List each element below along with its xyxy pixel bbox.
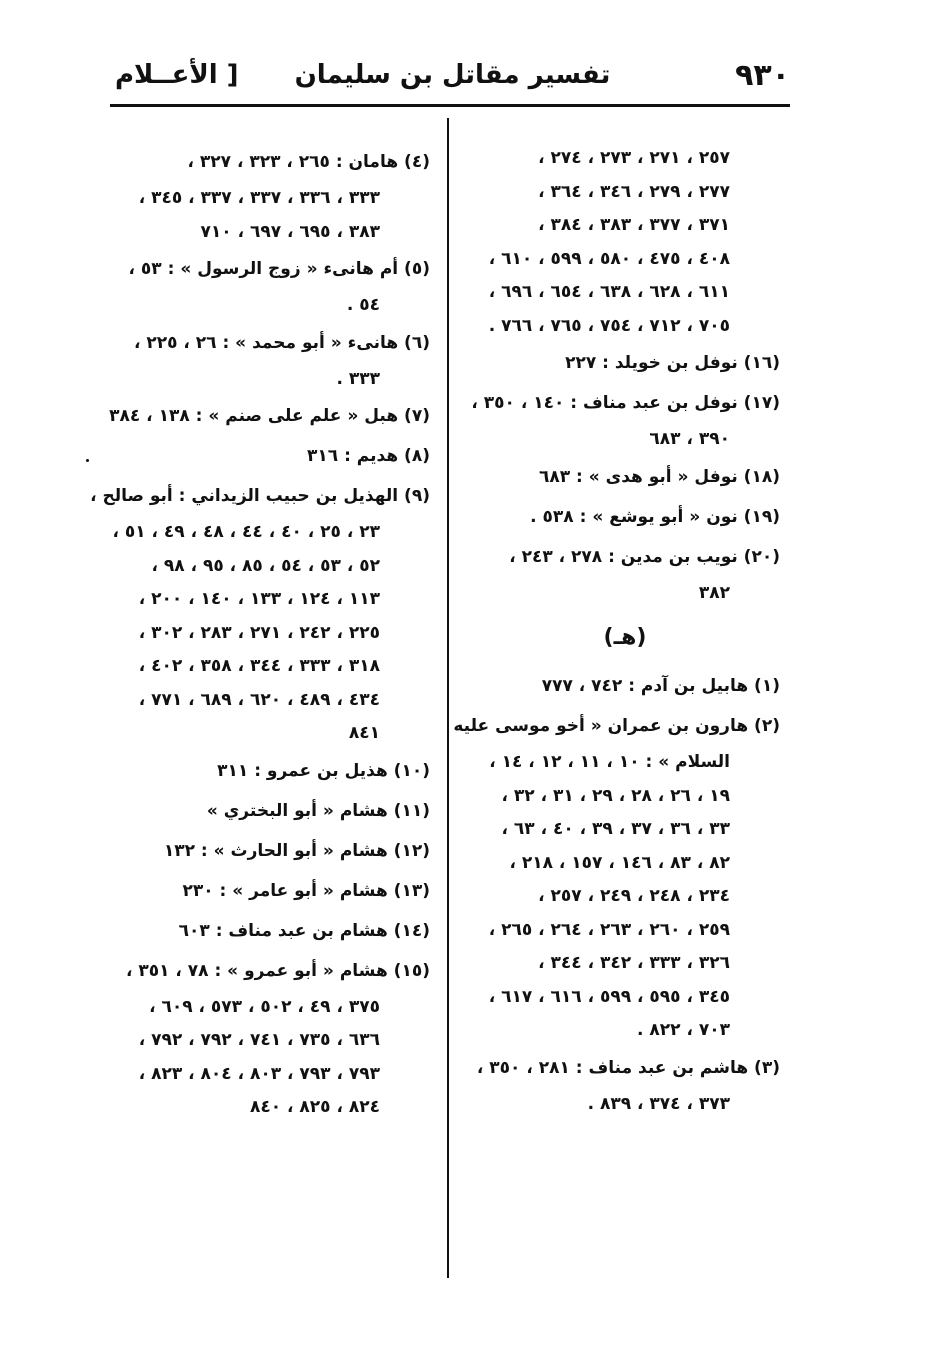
index-continuation-line: ٢٥٩ ، ٢٦٠ ، ٢٦٣ ، ٢٦٤ ، ٢٦٥ ، [488,919,730,940]
section-letter-heading: (هـ) [603,625,647,650]
index-continuation-line: ٧٠٣ ، ٨٢٢ . [637,1020,730,1040]
index-entry-line: (٦) هانىء « أبو محمد » : ٢٦ ، ٢٢٥ ، [133,332,430,353]
index-continuation-line: ٨٤١ [348,723,380,743]
index-continuation-line: ٣٧١ ، ٣٧٧ ، ٣٨٣ ، ٣٨٤ ، [538,215,730,235]
index-continuation-line: ١١٣ ، ١٢٤ ، ١٣٣ ، ١٤٠ ، ٢٠٠ ، [138,589,380,609]
index-entry-line: (١٠) هذيل بن عمرو : ٣١١ [217,760,430,781]
index-continuation-line: ٦١١ ، ٦٢٨ ، ٦٣٨ ، ٦٥٤ ، ٦٩٦ ، [488,282,730,302]
index-entry-line: (٢٠) نويب بن مدين : ٢٧٨ ، ٢٤٣ ، [509,546,780,567]
index-entry-line: (١٣) هشام « أبو عامر » : ٢٣٠ [182,880,430,901]
index-continuation-line: ٢٣٤ ، ٢٤٨ ، ٢٤٩ ، ٢٥٧ ، [538,886,730,906]
index-entry-line: (١٨) نوفل « أبو هدى » : ٦٨٣ [538,466,780,487]
index-entry-line: (٣) هاشم بن عبد مناف : ٢٨١ ، ٣٥٠ ، [476,1057,780,1078]
index-continuation-line: ٣٨٣ ، ٦٩٥ ، ٦٩٧ ، ٧١٠ [200,221,380,242]
index-entry-line: (١٩) نون « أبو يوشع » : ٥٣٨ . [530,506,780,527]
index-continuation-line: ٧٠٥ ، ٧١٢ ، ٧٥٤ ، ٧٦٥ ، ٧٦٦ . [488,315,730,336]
index-continuation-line: ٦٣٦ ، ٧٣٥ ، ٧٤١ ، ٧٩٢ ، ٧٩٢ ، [138,1030,380,1050]
index-entry-line: (١٥) هشام « أبو عمرو » : ٧٨ ، ٣٥١ ، [125,960,430,981]
index-entry-line: (٩) الهذيل بن حبيب الزيداني : أبو صالح ، [90,486,430,506]
index-column-left [90,142,430,1125]
index-continuation-line: ٨٢٤ ، ٨٢٥ ، ٨٤٠ [249,1097,380,1117]
index-continuation-line: ٣٧٥ ، ٤٩ ، ٥٠٢ ، ٥٧٣ ، ٦٠٩ ، [149,996,380,1017]
index-continuation-line: ٣٢٦ ، ٣٣٣ ، ٣٤٢ ، ٣٤٤ ، [538,953,730,973]
section-title: [ الأعــلام [115,60,239,90]
index-continuation-line: ٧٩٣ ، ٧٩٣ ، ٨٠٣ ، ٨٠٤ ، ٨٢٣ ، [138,1063,380,1084]
index-continuation-line: ٤٣٤ ، ٤٨٩ ، ٦٢٠ ، ٦٨٩ ، ٧٧١ ، [138,689,380,710]
index-continuation-line: ٣٨٢ [698,582,730,603]
index-entry-line: (٧) هبل « علم على صنم » : ١٣٨ ، ٣٨٤ [109,406,430,426]
index-continuation-line: ٣٤٥ ، ٥٩٥ ، ٥٩٩ ، ٦١٦ ، ٦١٧ ، [488,986,730,1007]
index-entry-line: (١١) هشام « أبو البختري » [206,800,430,821]
index-continuation-line: ٣١٨ ، ٣٣٣ ، ٣٤٤ ، ٣٥٨ ، ٤٠٢ ، [138,656,380,676]
index-entry-line: (٤) هامان : ٢٦٥ ، ٣٢٣ ، ٣٢٧ ، [187,152,430,172]
header-rule [110,104,790,107]
index-continuation-line: ٣٣ ، ٣٦ ، ٣٧ ، ٣٩ ، ٤٠ ، ٦٣ ، [501,819,730,839]
index-continuation-line: ٢٧٧ ، ٢٧٩ ، ٣٤٦ ، ٣٦٤ ، [538,181,730,202]
page-number: ٩٣٠ [735,58,790,93]
index-continuation-line: ٥٤ . [346,295,380,315]
index-continuation-line: السلام » : ١٠ ، ١١ ، ١٢ ، ١٤ ، [489,752,730,772]
index-entry-line: (٨) هديم : ٣١٦ [307,446,430,466]
index-entry-line: (١٦) نوفل بن خويلد : ٢٢٧ [565,353,780,373]
index-continuation-line: ٢٢٥ ، ٢٤٢ ، ٢٧١ ، ٢٨٣ ، ٣٠٢ ، [138,622,380,643]
page-header [115,58,790,104]
running-title: تفسير مقاتل بن سليمان [294,60,611,90]
index-entry-line: (١) هابيل بن آدم : ٧٤٢ ، ٧٧٧ [541,676,780,696]
index-entry-line: (١٤) هشام بن عبد مناف : ٦٠٣ [178,920,430,941]
index-entry-line: (٥) أم هانىء « زوج الرسول » : ٥٣ ، [128,259,430,279]
index-entry-line: (٢) هارون بن عمران « أخو موسى عليه [453,716,780,736]
index-continuation-line: ٥٢ ، ٥٣ ، ٥٤ ، ٨٥ ، ٩٥ ، ٩٨ ، [151,555,380,576]
index-entry-line: (١٢) هشام « أبو الحارث » : ١٣٢ [163,840,430,861]
index-column-right [453,142,780,1121]
index-continuation-line: ٤٠٨ ، ٤٧٥ ، ٥٨٠ ، ٥٩٩ ، ٦١٠ ، [488,248,730,269]
column-divider [447,118,449,1278]
index-continuation-line: ٣٣٣ . [336,368,380,389]
index-continuation-line: ٨٢ ، ٨٣ ، ١٤٦ ، ١٥٧ ، ٢١٨ ، [509,852,730,873]
index-entry-line: (١٧) نوفل بن عبد مناف : ١٤٠ ، ٣٥٠ ، [471,393,780,413]
index-continuation-line: ٢٣ ، ٢٥ ، ٤٠ ، ٤٤ ، ٤٨ ، ٤٩ ، ٥١ ، [112,522,380,542]
index-continuation-line: ٣٧٣ ، ٣٧٤ ، ٨٣٩ . [587,1093,730,1114]
index-continuation-line: ٣٩٠ ، ٦٨٣ [649,429,730,449]
margin-mark [86,459,89,462]
index-continuation-line: ١٩ ، ٢٦ ، ٢٨ ، ٢٩ ، ٣١ ، ٣٢ ، [501,785,730,806]
index-continuation-line: ٢٥٧ ، ٢٧١ ، ٢٧٣ ، ٢٧٤ ، [538,148,730,168]
index-continuation-line: ٣٣٣ ، ٣٣٦ ، ٣٣٧ ، ٣٣٧ ، ٣٤٥ ، [138,188,380,208]
